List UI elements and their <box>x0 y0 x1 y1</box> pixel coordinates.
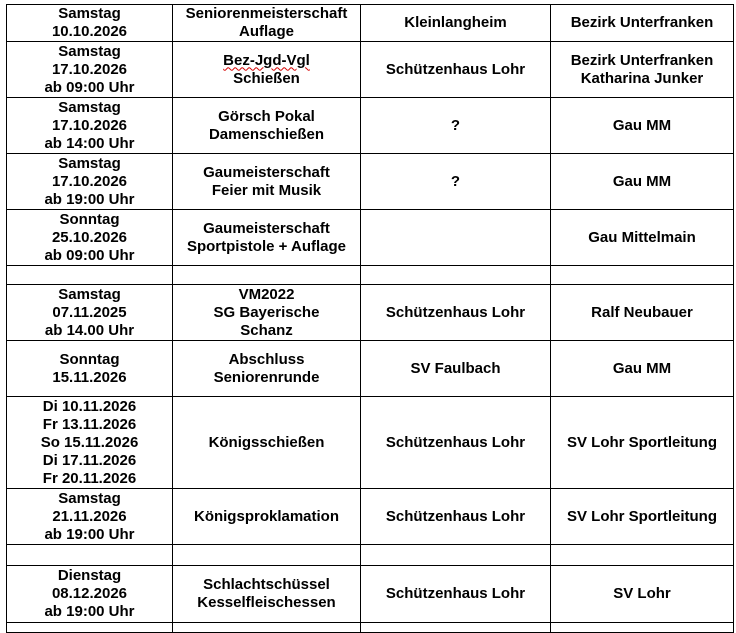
table-row <box>7 98 734 154</box>
place-cell: Schützenhaus Lohr <box>361 42 551 98</box>
place-cell: Schützenhaus Lohr <box>361 397 551 489</box>
place-cell <box>361 266 551 285</box>
table-row <box>7 5 734 42</box>
spellcheck-underline: Bez-Jgd-Vgl <box>223 51 310 69</box>
event-cell: VM2022 SG Bayerische Schanz <box>173 285 361 341</box>
event-cell <box>173 545 361 566</box>
table-row <box>7 42 734 98</box>
event-cell: Bez-Jgd-Vgl Schießen <box>173 42 361 98</box>
event-cell: Görsch Pokal Damenschießen <box>173 98 361 154</box>
table-row <box>7 489 734 545</box>
organizer-cell: Bezirk Unterfranken Katharina Junker <box>551 42 734 98</box>
date-cell: Samstag 17.10.2026 ab 14:00 Uhr <box>7 98 173 154</box>
place-cell: SV Faulbach <box>361 341 551 397</box>
date-cell: Samstag 17.10.2026 ab 19:00 Uhr <box>7 154 173 210</box>
event-cell: Seniorenmeisterschaft Auflage <box>173 5 361 42</box>
organizer-cell <box>551 545 734 566</box>
organizer-cell: Gau MM <box>551 98 734 154</box>
date-cell: Samstag 21.11.2026 ab 19:00 Uhr <box>7 489 173 545</box>
event-cell: Königsschießen <box>173 397 361 489</box>
event-cell: Schlachtschüssel Kesselfleischessen <box>173 566 361 623</box>
table-row <box>7 566 734 623</box>
place-cell: Schützenhaus Lohr <box>361 489 551 545</box>
place-cell <box>361 545 551 566</box>
date-cell: Dienstag 08.12.2026 ab 19:00 Uhr <box>7 566 173 623</box>
place-cell: Kleinlangheim <box>361 5 551 42</box>
organizer-cell <box>551 266 734 285</box>
place-cell: Schützenhaus Lohr <box>361 566 551 623</box>
organizer-cell: SV Lohr <box>551 566 734 623</box>
table-row-empty <box>7 545 734 566</box>
date-cell: Samstag 17.10.2026 ab 09:00 Uhr <box>7 42 173 98</box>
table-row <box>7 397 734 489</box>
event-cell: Gaumeisterschaft Sportpistole + Auflage <box>173 210 361 266</box>
event-cell: Gaumeisterschaft Feier mit Musik <box>173 154 361 210</box>
place-cell: ? <box>361 154 551 210</box>
event-schedule-table <box>6 4 734 633</box>
organizer-cell: SV Lohr Sportleitung <box>551 397 734 489</box>
date-cell: Sonntag 15.11.2026 <box>7 341 173 397</box>
organizer-cell: Gau MM <box>551 341 734 397</box>
date-cell: Samstag 10.10.2026 <box>7 5 173 42</box>
table-row <box>7 154 734 210</box>
organizer-cell: SV Lohr Sportleitung <box>551 489 734 545</box>
place-cell <box>361 210 551 266</box>
date-cell: Samstag 07.11.2025 ab 14.00 Uhr <box>7 285 173 341</box>
date-cell <box>7 266 173 285</box>
table-row <box>7 210 734 266</box>
event-cell: Königsproklamation <box>173 489 361 545</box>
table-row <box>7 341 734 397</box>
date-cell <box>7 545 173 566</box>
table-row-empty <box>7 266 734 285</box>
date-cell: Sonntag 25.10.2026 ab 09:00 Uhr <box>7 210 173 266</box>
organizer-cell: Ralf Neubauer <box>551 285 734 341</box>
event-cell <box>173 266 361 285</box>
table-row <box>7 285 734 341</box>
date-cell: Di 10.11.2026 Fr 13.11.2026 So 15.11.2026 Di 17.11.2026 Fr 20.11.2026 <box>7 397 173 489</box>
organizer-cell: Bezirk Unterfranken <box>551 5 734 42</box>
place-cell: Schützenhaus Lohr <box>361 285 551 341</box>
organizer-cell: Gau Mittelmain <box>551 210 734 266</box>
place-cell: ? <box>361 98 551 154</box>
organizer-cell: Gau MM <box>551 154 734 210</box>
event-cell: Abschluss Seniorenrunde <box>173 341 361 397</box>
